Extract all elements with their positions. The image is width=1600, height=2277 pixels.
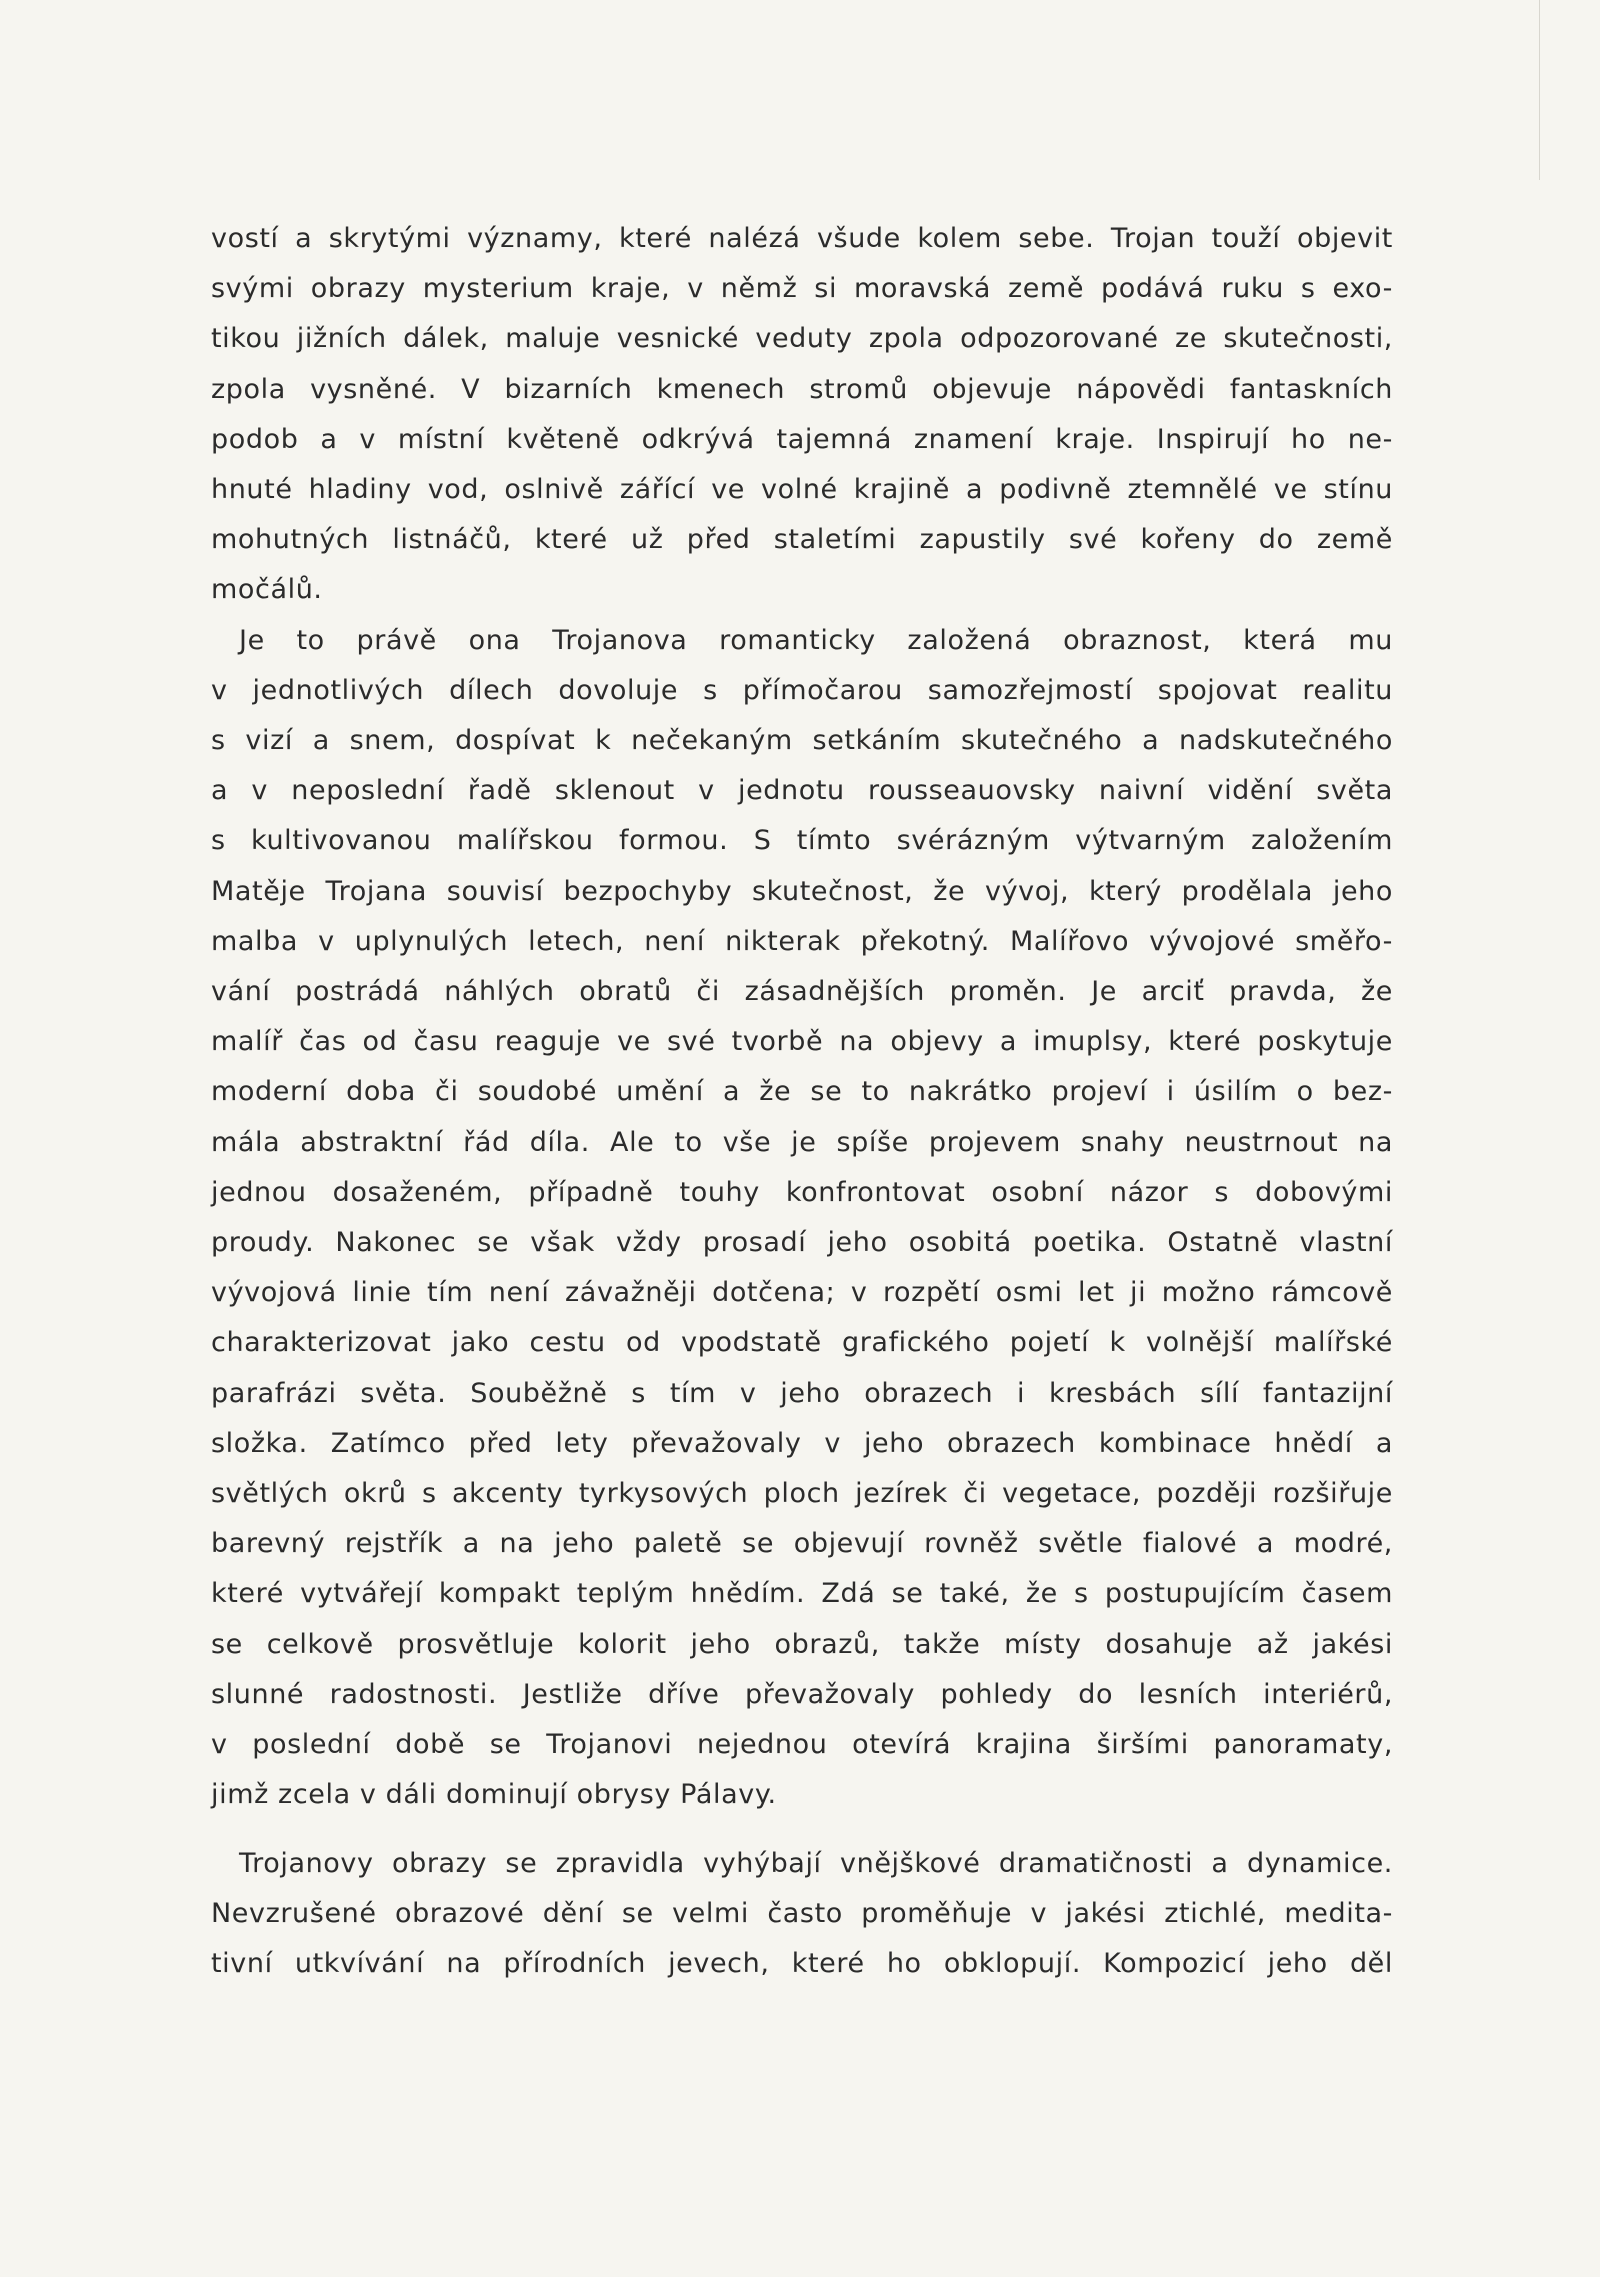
text-line: tikou jižních dálek, maluje vesnické veduty zpola odpozorované ze skutečnosti, [211,323,1393,355]
text-line: svými obrazy mysterium kraje, v němž si moravská země podává ruku s exo- [211,273,1393,305]
text-line: zpola vysněné. V bizarních kmenech stromů objevuje nápovědi fantaskních [211,373,1393,405]
text-line: malba v uplynulých letech, není nikterak překotný. Malířovo vývojové směřo- [211,925,1393,957]
text-line: slunné radostnosti. Jestliže dříve převažovaly pohledy do lesních interiérů, [211,1678,1393,1710]
text-line: mohutných listnáčů, které už před staletími zapustily své kořeny do země [211,524,1393,556]
text-line: barevný rejstřík a na jeho paletě se objevují rovněž světle fialové a modré, [211,1528,1393,1560]
text-line: podob a v místní květeně odkrývá tajemná znamení kraje. Inspirují ho ne- [211,423,1393,455]
text-line: proudy. Nakonec se však vždy prosadí jeho osobitá poetika. Ostatně vlastní [211,1227,1393,1259]
text-line: s kultivovanou malířskou formou. S tímto svérázným výtvarným založením [211,825,1393,857]
text-line: jimž zcela v dáli dominují obrysy Pálavy. [211,1779,777,1811]
text-line: vývojová linie tím není závažněji dotčena; v rozpětí osmi let ji možno rámcově [211,1277,1393,1309]
text-line: mála abstraktní řád díla. Ale to vše je spíše projevem snahy neustrnout na [211,1126,1393,1158]
text-line: parafrázi světa. Souběžně s tím v jeho obrazech i kresbách sílí fantazijní [211,1377,1393,1409]
paragraph [211,214,1393,616]
page-edge-fold [1535,0,1540,180]
text-line: světlých okrů s akcenty tyrkysových ploch jezírek či vegetace, později rozšiřuje [211,1478,1393,1510]
text-line: močálů. [211,574,323,606]
text-line: moderní doba či soudobé umění a že se to nakrátko projeví i úsilím o bez- [211,1076,1393,1108]
text-line: tivní utkvívání na přírodních jevech, které ho obklopují. Kompozicí jeho děl [211,1947,1393,1979]
text-line: charakterizovat jako cestu od vpodstatě grafického pojetí k volnější malířské [211,1327,1393,1359]
text-line: s vizí a snem, dospívat k nečekaným setkáním skutečného a nadskutečného [211,725,1393,757]
text-line: jednou dosaženém, případně touhy konfrontovat osobní názor s dobovými [211,1176,1393,1208]
paragraph [211,616,1393,1821]
text-line: v jednotlivých dílech dovoluje s přímočarou samozřejmostí spojovat realitu [211,674,1393,706]
text-line: Trojanovy obrazy se zpravidla vyhýbají vnějškové dramatičnosti a dynamice. [239,1847,1393,1879]
text-line: malíř čas od času reaguje ve své tvorbě na objevy a imuplsy, které poskytuje [211,1026,1393,1058]
body-text [211,214,1393,1989]
text-line: v poslední době se Trojanovi nejednou otevírá krajina širšími panoramaty, [211,1729,1393,1761]
text-line: se celkově prosvětluje kolorit jeho obrazů, takže místy dosahuje až jakési [211,1628,1393,1660]
text-line: které vytvářejí kompakt teplým hnědím. Zdá se také, že s postupujícím časem [211,1578,1393,1610]
text-line: vostí a skrytými významy, které nalézá všude kolem sebe. Trojan touží objevit [211,223,1393,254]
text-line: složka. Zatímco před lety převažovaly v jeho obrazech kombinace hnědí a [211,1427,1393,1459]
text-line: hnuté hladiny vod, oslnivě zářící ve volné krajině a podivně ztemnělé ve stínu [211,474,1393,506]
paragraph-gap [211,1821,1393,1839]
text-line: Nevzrušené obrazové dění se velmi často proměňuje v jakési ztichlé, medita- [211,1897,1393,1929]
text-line: Matěje Trojana souvisí bezpochyby skutečnost, že vývoj, který prodělala jeho [211,875,1393,907]
text-line: a v neposlední řadě sklenout v jednotu rousseauovsky naivní vidění světa [211,775,1393,807]
text-line: vání postrádá náhlých obratů či zásadnějších proměn. Je arciť pravda, že [211,976,1393,1008]
paragraph [211,1839,1393,1990]
text-line: Je to právě ona Trojanova romanticky založená obraznost, která mu [239,624,1393,656]
